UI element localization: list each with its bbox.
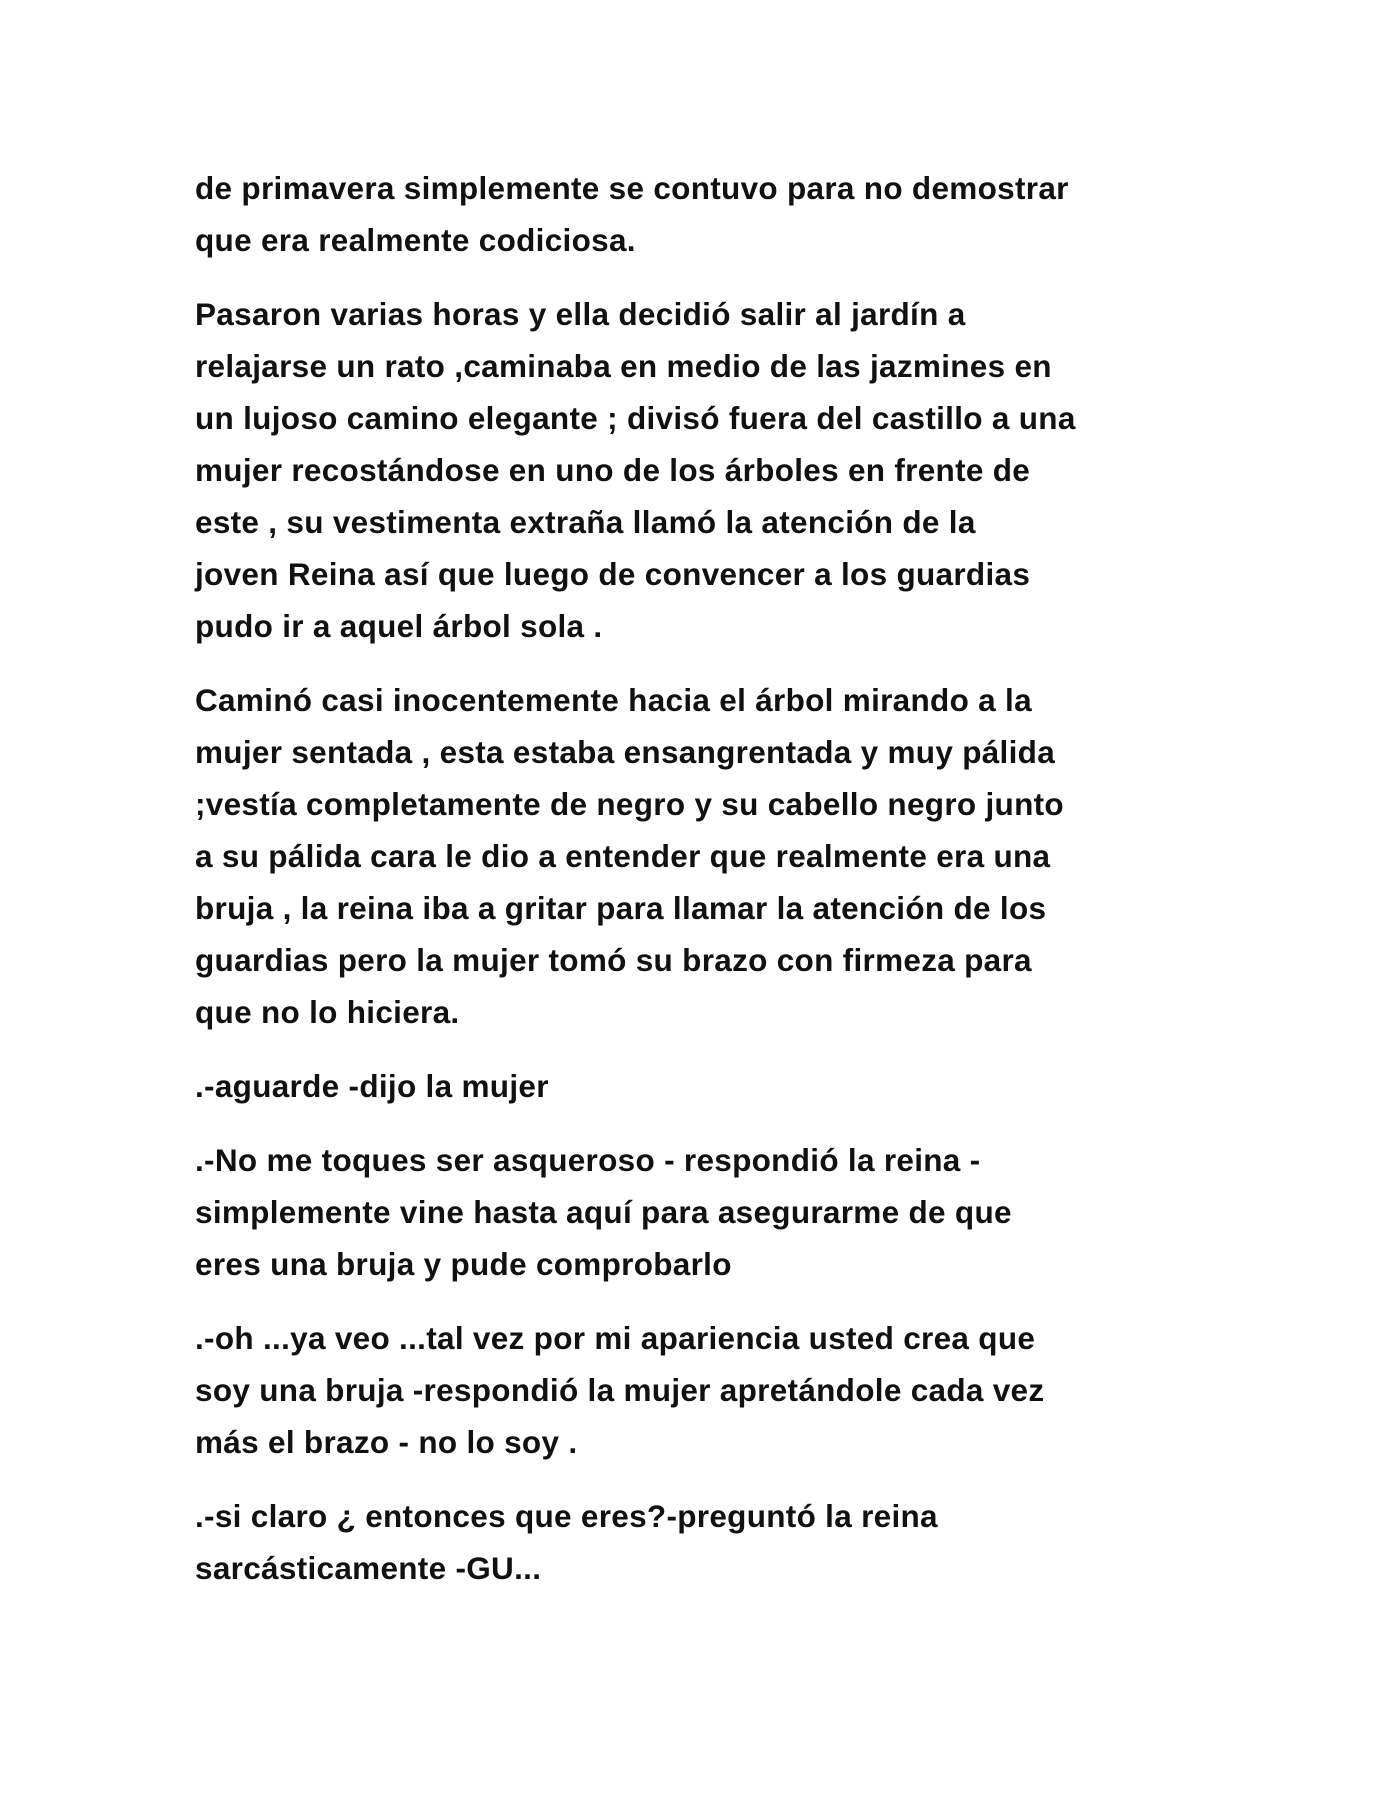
text-line: más el brazo - no lo soy . [195, 1424, 578, 1460]
paragraph-6 [195, 1312, 1235, 1468]
paragraph-3 [195, 674, 1235, 1038]
text-line: guardias pero la mujer tomó su brazo con firmeza para [195, 942, 1032, 978]
document-body [195, 162, 1235, 1616]
text-line: este , su vestimenta extraña llamó la atención de la [195, 504, 976, 540]
text-line: que no lo hiciera. [195, 994, 460, 1030]
text-line: Pasaron varias horas y ella decidió salir al jardín a [195, 296, 966, 332]
text-line: bruja , la reina iba a gritar para llamar la atención de los [195, 890, 1047, 926]
text-line: .-No me toques ser asqueroso - respondió la reina - [195, 1142, 981, 1178]
text-line: .-aguarde -dijo la mujer [195, 1068, 549, 1104]
paragraph-1 [195, 162, 1235, 266]
paragraph-2 [195, 288, 1235, 652]
text-line: que era realmente codiciosa. [195, 222, 636, 258]
paragraph-4 [195, 1060, 1235, 1112]
text-line: eres una bruja y pude comprobarlo [195, 1246, 732, 1282]
text-line: joven Reina así que luego de convencer a los guardias [195, 556, 1031, 592]
text-line: a su pálida cara le dio a entender que realmente era una [195, 838, 1051, 874]
text-line: mujer recostándose en uno de los árboles en frente de [195, 452, 1031, 488]
text-line: relajarse un rato ,caminaba en medio de las jazmines en [195, 348, 1052, 384]
text-line: de primavera simplemente se contuvo para no demostrar [195, 170, 1069, 206]
text-line: .-si claro ¿ entonces que eres?-preguntó la reina [195, 1498, 938, 1534]
text-line: mujer sentada , esta estaba ensangrentada y muy pálida [195, 734, 1056, 770]
text-line: Caminó casi inocentemente hacia el árbol mirando a la [195, 682, 1032, 718]
text-line: sarcásticamente -GU... [195, 1550, 542, 1586]
paragraph-5 [195, 1134, 1235, 1290]
text-line: un lujoso camino elegante ; divisó fuera del castillo a una [195, 400, 1076, 436]
text-line: simplemente vine hasta aquí para asegurarme de que [195, 1194, 1012, 1230]
text-line: pudo ir a aquel árbol sola . [195, 608, 603, 644]
text-line: .-oh ...ya veo ...tal vez por mi apariencia usted crea que [195, 1320, 1036, 1356]
paragraph-7 [195, 1490, 1235, 1594]
text-line: ;vestía completamente de negro y su cabello negro junto [195, 786, 1064, 822]
text-line: soy una bruja -respondió la mujer apretándole cada vez [195, 1372, 1045, 1408]
